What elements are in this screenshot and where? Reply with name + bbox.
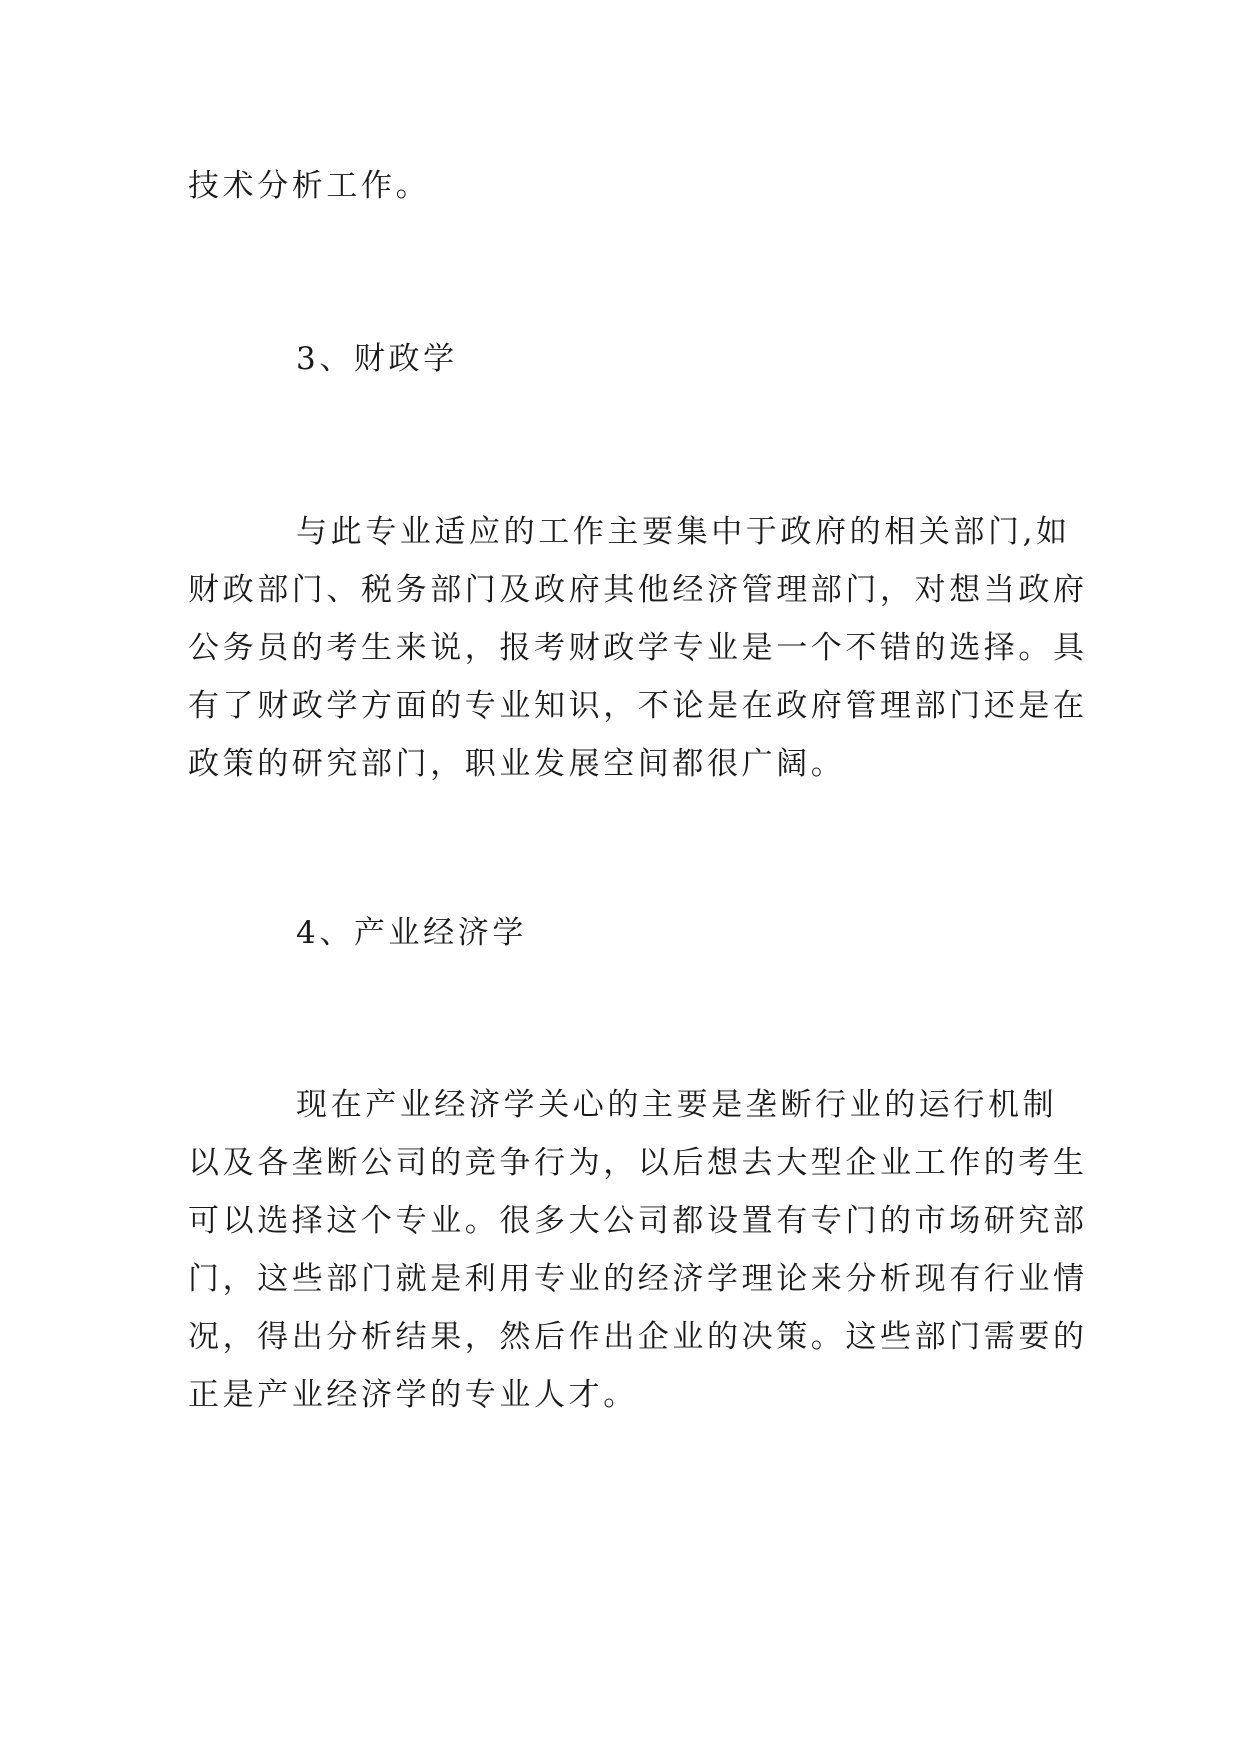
- paragraph-line: 公务员的考生来说，报考财政学专业是一个不错的选择。具: [188, 630, 1088, 666]
- paragraph-line: 可以选择这个专业。很多大公司都设置有专门的市场研究部: [188, 1203, 1088, 1239]
- paragraph-line: 财政部门、税务部门及政府其他经济管理部门，对想当政府: [188, 572, 1088, 608]
- paragraph-line: 正是产业经济学的专业人才。: [188, 1377, 638, 1413]
- paragraph-line: 政策的研究部门，职业发展空间都很广阔。: [188, 746, 846, 782]
- paragraph-line: 以及各垄断公司的竞争行为，以后想去大型企业工作的考生: [188, 1145, 1088, 1181]
- paragraph-industrial-economics: [188, 1076, 1088, 1424]
- paragraph-line: 现在产业经济学关心的主要是垄断行业的运行机制: [296, 1087, 1058, 1123]
- paragraph-line: 门，这些部门就是利用专业的经济学理论来分析现有行业情: [188, 1261, 1088, 1297]
- section-heading-3: 3、财政学: [296, 341, 458, 377]
- paragraph-continuation: [188, 157, 1058, 215]
- paragraph-line: 况，得出分析结果，然后作出企业的决策。这些部门需要的: [188, 1319, 1088, 1355]
- paragraph-finance: [188, 503, 1088, 793]
- paragraph-line: 有了财政学方面的专业知识，不论是在政府管理部门还是在: [188, 688, 1088, 724]
- section-heading-4: 4、产业经济学: [296, 915, 527, 951]
- paragraph-line: 与此专业适应的工作主要集中于政府的相关部门,如: [296, 514, 1071, 550]
- paragraph-line: 技术分析工作。: [188, 168, 431, 204]
